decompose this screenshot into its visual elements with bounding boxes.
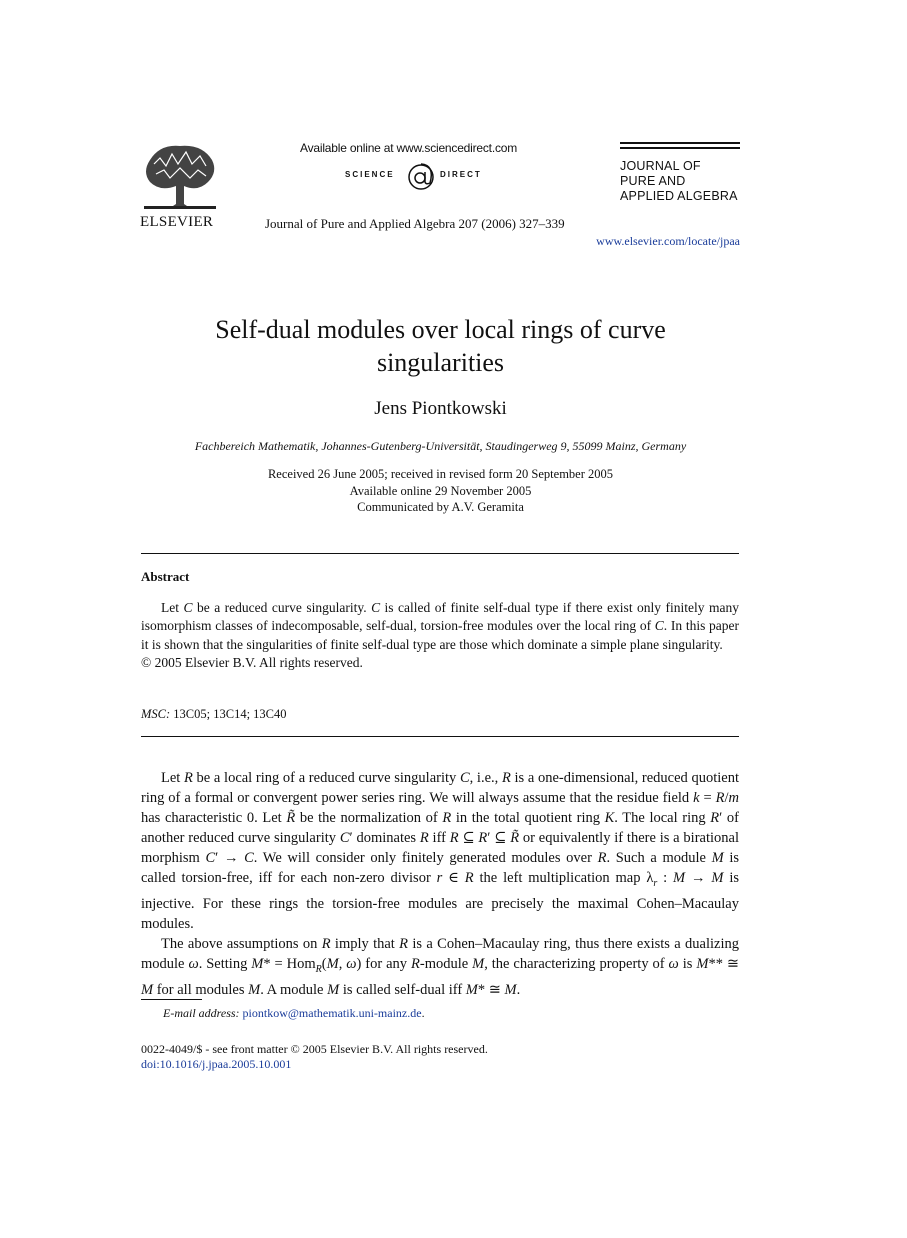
sciencedirect-right: DIRECT: [440, 170, 482, 179]
article-dates: [0, 466, 881, 516]
affiliation: Fachbereich Mathematik, Johannes-Gutenberg-Universität, Staudingerweg 9, 55099 Mainz, Germany: [194, 439, 687, 453]
title-line: Self-dual modules over local rings of curve: [215, 315, 666, 344]
body-text: [141, 768, 739, 1000]
available-date: Available online 29 November 2005: [349, 483, 532, 498]
abstract-paragraph: Let C be a reduced curve singularity. C is called of finite self-dual type if there exist only finitely many isomorphism classes of indecomposable, self-dual, torsion-free modules over the local ring of C. In this paper it is shown that the singularities of finite self-dual type are those which dominate a simple plane singularity.: [141, 600, 740, 652]
email-link[interactable]: piontkow@mathematik.uni-mainz.de: [242, 1006, 422, 1020]
journal-name-line: JOURNAL OF: [620, 159, 701, 173]
journal-name-line: PURE AND: [620, 174, 686, 188]
abstract-text: [141, 599, 739, 672]
at-sign-icon: [406, 160, 436, 192]
footnote-divider: [141, 999, 202, 1000]
msc-label: MSC:: [141, 707, 171, 721]
msc-values: 13C05; 13C14; 13C40: [173, 707, 287, 721]
doi-link[interactable]: doi:10.1016/j.jpaa.2005.10.001: [141, 1057, 292, 1071]
elsevier-logo: [140, 142, 220, 232]
journal-name-block: [620, 142, 740, 204]
article-title: [0, 313, 881, 379]
journal-bar: [620, 147, 740, 149]
abstract-heading: Abstract: [141, 569, 190, 584]
sciencedirect-logo: [340, 160, 500, 192]
available-online-text: Available online at www.sciencedirect.com: [300, 141, 518, 155]
journal-citation: Journal of Pure and Applied Algebra 207 (2006) 327–339: [265, 216, 565, 231]
divider: [141, 736, 739, 737]
publisher-name: ELSEVIER: [140, 214, 214, 230]
front-matter: 0022-4049/$ - see front matter © 2005 Elsevier B.V. All rights reserved.: [141, 1042, 488, 1056]
journal-name: [620, 159, 740, 204]
journal-url-link[interactable]: www.elsevier.com/locate/jpaa: [596, 234, 740, 248]
abstract-copyright: © 2005 Elsevier B.V. All rights reserved.: [141, 654, 363, 670]
communicated-by: Communicated by A.V. Geramita: [357, 500, 524, 514]
body-paragraph: Let R be a local ring of a reduced curve singularity C, i.e., R is a one-dimensional, reduced quotient ring of a formal or convergent power series ring. We will always assume that the residue field k = R/m has characteristic 0. Let R̃ be the normalization of R in the total quotient ring K. The local ring R′ of another reduced curve singularity C′ dominates R iff R ⊆ R′ ⊆ R̃ or equivalently if there is a birational morphism C′ → C. We will consider only finitely generated modules over R. Such a module M is called torsion-free, iff for each non-zero divisor r ∈ R the left multiplication map $\lambda_r$ : M → M is injective. For these rings the torsion-free modules are precisely the maximal Cohen–Macaulay modules.: [141, 770, 740, 932]
journal-bar: [620, 142, 740, 144]
msc-codes: [141, 707, 287, 722]
sciencedirect-left: SCIENCE: [345, 170, 395, 179]
body-paragraph: The above assumptions on R imply that R is a Cohen–Macaulay ring, thus there exists a dualizing module ω. Setting M* = Hom$_R$(M, ω) for any R-module M, the characterizing property of ω is M** ≅ M for all modules M. A module M is called self-dual iff M* ≅ M.: [141, 935, 740, 998]
received-date: Received 26 June 2005; received in revised form 20 September 2005: [267, 467, 614, 481]
title-line: singularities: [376, 348, 505, 377]
email-label: E-mail address:: [163, 1006, 240, 1020]
journal-name-line: APPLIED ALGEBRA: [620, 189, 738, 203]
divider: [141, 553, 739, 554]
footnote: E-mail address: piontkow@mathematik.uni-mainz.de.: [163, 1006, 425, 1020]
author-name: Jens Piontkowski: [374, 398, 507, 419]
